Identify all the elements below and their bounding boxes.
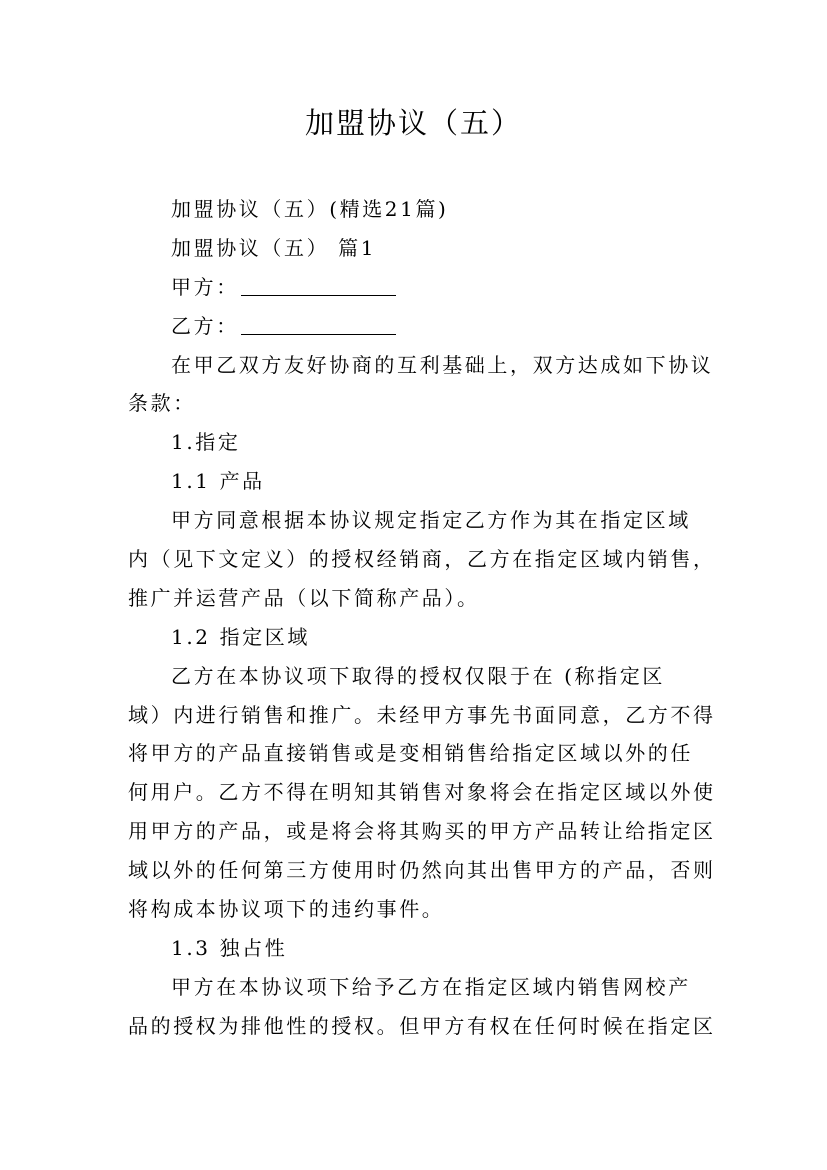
- party-a-blank: [241, 275, 396, 296]
- document-body: [128, 190, 716, 1046]
- paragraph-line: 域）内进行销售和推广。未经甲方事先书面同意，乙方不得: [128, 702, 716, 727]
- paragraph-line: 推广并运营产品（以下简称产品）。: [128, 585, 480, 610]
- paragraph-line: 域以外的任何第三方使用时仍然向其出售甲方的产品，否则: [128, 858, 716, 883]
- clause-heading: 1.1 产品: [171, 469, 265, 494]
- paragraph-line: 内（见下文定义）的授权经销商，乙方在指定区域内销售，: [128, 547, 716, 572]
- party-b-blank: [241, 314, 396, 335]
- clause-heading: 1.3 独占性: [171, 935, 288, 960]
- document-title: 加盟协议（五）: [304, 106, 522, 140]
- party-a-line: [128, 268, 708, 307]
- subtitle-line: 加盟协议（五）(精选21篇): [171, 197, 449, 221]
- paragraph-line: 品的授权为排他性的授权。但甲方有权在任何时候在指定区: [128, 1013, 716, 1038]
- clause-heading: 1.指定: [171, 430, 241, 455]
- paragraph-line: 在甲乙双方友好协商的互利基础上，双方达成如下协议: [171, 352, 714, 377]
- section-heading: 加盟协议（五） 篇1: [171, 235, 377, 260]
- party-a-label: 甲方：: [171, 274, 239, 299]
- paragraph-line: 条款：: [128, 391, 196, 416]
- paragraph-line: 甲方在本协议项下给予乙方在指定区域内销售网校产: [171, 974, 691, 999]
- clause-heading: 1.2 指定区域: [171, 624, 310, 649]
- paragraph-line: 乙方在本协议项下取得的授权仅限于在 (称指定区: [171, 663, 665, 688]
- paragraph-line: 甲方同意根据本协议规定指定乙方作为其在指定区域: [171, 508, 691, 533]
- paragraph-line: 将构成本协议项下的违约事件。: [128, 897, 445, 922]
- paragraph-line: 何用户。乙方不得在明知其销售对象将会在指定区域以外使: [128, 780, 716, 805]
- paragraph-line: 用甲方的产品，或是将会将其购买的甲方产品转让给指定区: [128, 819, 716, 844]
- paragraph-line: 将甲方的产品直接销售或是变相销售给指定区域以外的任: [128, 741, 693, 766]
- party-b-line: [128, 307, 708, 346]
- party-b-label: 乙方：: [171, 313, 239, 338]
